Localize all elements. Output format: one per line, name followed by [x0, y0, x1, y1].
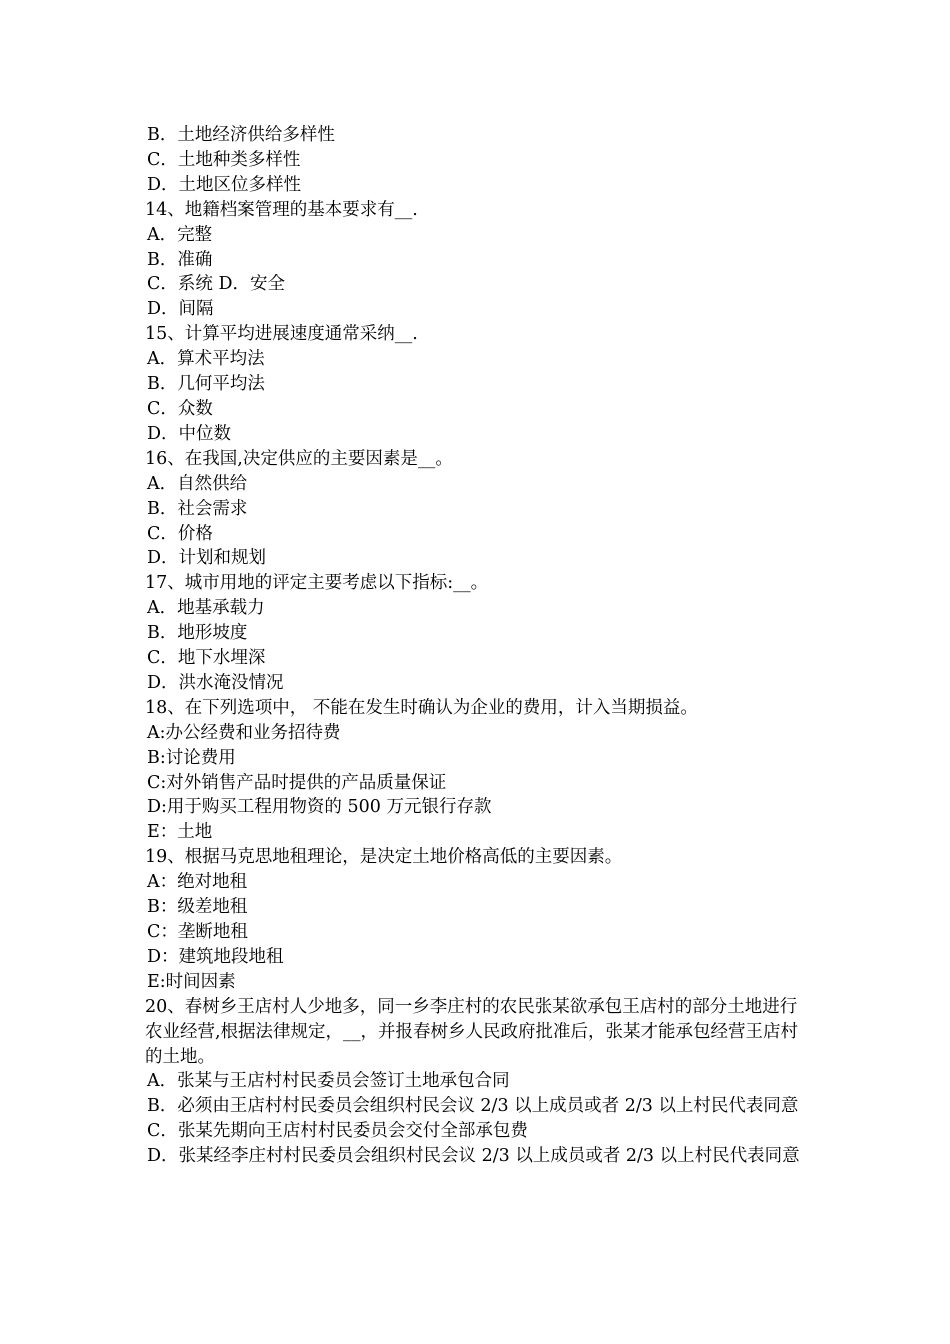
answer-option: B．土地经济供给多样性	[147, 125, 335, 145]
answer-option: A．张某与王店村村民委员会签订土地承包合同	[147, 1071, 510, 1092]
question-text: 20、春树乡王店村人少地多，同一乡李庄村的农民张某欲承包王店村的部分土地进行农业经营,根据法律规定，__，并报春树乡人民政府批准后，张某才能承包经营王店村的土地。	[145, 996, 799, 1067]
answer-option: D．张某经李庄村村民委员会组织村民会议 2/3 以上成员或者 2/3 以上村民代表同意	[147, 1146, 800, 1167]
answer-option: A：绝对地租	[147, 872, 248, 893]
answer-option: B:讨论费用	[147, 747, 236, 768]
answer-option: A．完整	[147, 224, 213, 245]
question-text: 15、计算平均进展速度通常采纳__.	[145, 324, 418, 345]
answer-option: D：建筑地段地租	[147, 946, 284, 967]
question-text: 19、根据马克思地租理论，是决定土地价格高低的主要因素。	[145, 847, 623, 868]
answer-option: B．地形坡度	[147, 623, 248, 644]
answer-option: C．张某先期向王店村村民委员会交付全部承包费	[147, 1121, 528, 1142]
answer-option: B．几何平均法	[147, 374, 265, 395]
answer-option: D．土地区位多样性	[147, 174, 302, 195]
answer-option: B．准确	[147, 249, 213, 270]
answer-option: A．自然供给	[147, 473, 248, 494]
answer-option: B．社会需求	[147, 498, 248, 519]
answer-option: C:对外销售产品时提供的产品质量保证	[147, 772, 447, 793]
answer-option: D．间隔	[147, 299, 214, 320]
answer-option: A．算术平均法	[147, 349, 265, 370]
answer-option: B．必须由王店村村民委员会组织村民会议 2/3 以上成员或者 2/3 以上村民代表同意	[147, 1096, 799, 1117]
answer-option: C．土地种类多样性	[147, 149, 301, 170]
answer-option: D．中位数	[147, 423, 232, 444]
question-text: 14、地籍档案管理的基本要求有__.	[145, 199, 418, 220]
question-text: 18、在下列选项中， 不能在发生时确认为企业的费用，计入当期损益。	[145, 697, 698, 718]
answer-option: C．地下水埋深	[147, 648, 266, 669]
answer-option: B：级差地租	[147, 897, 248, 918]
answer-option: D．计划和规划	[147, 548, 267, 569]
question-text: 17、城市用地的评定主要考虑以下指标:__。	[145, 573, 489, 594]
answer-option: C．众数	[147, 398, 213, 419]
answer-option: E:时间因素	[147, 971, 236, 992]
answer-option: A:办公经费和业务招待费	[147, 722, 341, 743]
answer-option: D:用于购买工程用物资的 500 万元银行存款	[147, 797, 492, 818]
answer-option: C．价格	[147, 523, 213, 544]
answer-option: D．洪水淹没情况	[147, 672, 284, 693]
answer-option: C：垄断地租	[147, 922, 248, 942]
document-body	[145, 123, 810, 1169]
question-text: 16、在我国,决定供应的主要因素是__。	[145, 448, 453, 469]
answer-option: A．地基承载力	[147, 598, 265, 619]
answer-option: E：土地	[147, 822, 213, 843]
answer-option: C．系统 D．安全	[147, 274, 285, 295]
